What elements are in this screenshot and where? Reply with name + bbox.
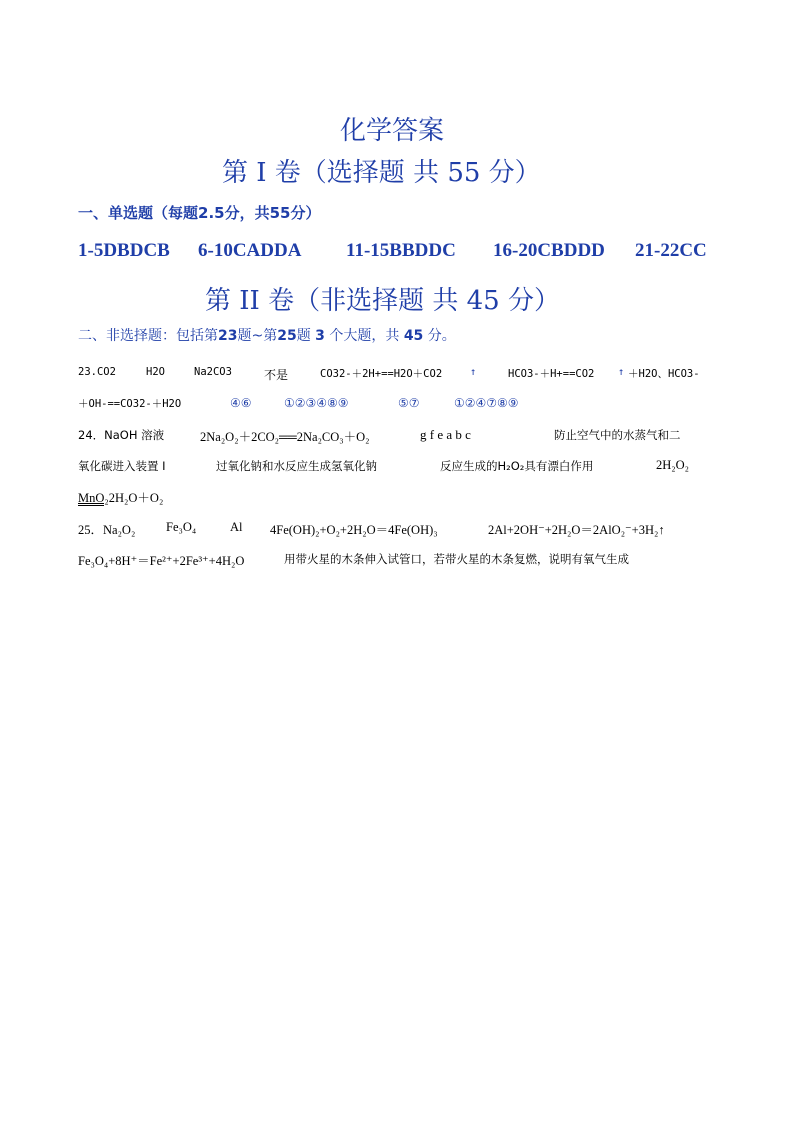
q24-order: g f e a b c [420, 427, 471, 442]
q25-item: Al [230, 520, 243, 534]
heading-number: 25 [277, 328, 297, 344]
q23-circled: ⑤⑦ [398, 396, 420, 410]
q23-item: ＋OH-==CO32-＋H2O [78, 398, 182, 410]
q24-reason: 防止空气中的水蒸气和二 [554, 428, 681, 442]
heading-number: 23 [218, 328, 238, 344]
q23-circled: ①②④⑦⑧⑨ [454, 396, 519, 410]
q23-item: H2O [146, 366, 165, 378]
part1-title: 第 I 卷（选择题 共 55 分） [222, 158, 541, 188]
q24-reason: 过氧化钠和水反应生成氢氧化钠 [216, 459, 377, 473]
section1-heading: 一、单选题（每题2.5分，共55分） [78, 204, 321, 222]
q23-item: CO32-＋2H+==H2O＋CO2 [320, 368, 443, 380]
section2-heading [78, 325, 456, 345]
catalyst-label: MnO₂ [78, 491, 109, 505]
q24-equation: 2H₂O₂ [656, 458, 690, 472]
document-title: 化学答案 [340, 116, 445, 146]
q25-label: 25．Na₂O₂ [78, 523, 136, 537]
q24-reason: 氧化碳进入装置 I [78, 459, 166, 473]
q24-label: 24．NaOH 溶液 [78, 428, 165, 442]
heading-text: 二、非选择题：包括第 [78, 328, 218, 344]
q23-item: Na2CO3 [194, 366, 232, 378]
q24-equation: 2H₂O＋O₂ [108, 491, 164, 505]
q24-equation: 2Na₂O₂＋2CO₂══2Na₂CO₃＋O₂ [200, 430, 370, 444]
q23-circled: ①②③④⑧⑨ [284, 396, 349, 410]
q23-circled: ④⑥ [230, 396, 252, 410]
answer-group-5: 21-22CC [635, 240, 707, 261]
q25-method: 用带火星的木条伸入试管口，若带火星的木条复燃，说明有氧气生成 [284, 552, 629, 566]
q23-item: 不是 [264, 368, 289, 382]
heading-text: 个大题，共 [329, 328, 400, 344]
q23-item: ＋H2O、HCO3- [628, 368, 700, 380]
part2-title: 第 II 卷（非选择题 共 45 分） [205, 286, 560, 316]
heading-text: 题~第 [237, 328, 278, 344]
answer-group-2: 6-10CADDA [198, 240, 302, 261]
answer-group-4: 16-20CBDDD [493, 240, 605, 261]
q25-item: Fe₃O₄ [166, 520, 197, 534]
q23-item: 23.CO2 [78, 366, 116, 378]
heading-text: 分。 [427, 328, 456, 344]
q24-line3 [78, 488, 163, 506]
q24-reason: 反应生成的H₂O₂具有漂白作用 [440, 459, 594, 473]
q25-equation: Fe₃O₄+8H⁺＝Fe²⁺+2Fe³⁺+4H₂O [78, 554, 245, 568]
heading-number: 3 [315, 328, 325, 344]
up-arrow-icon: ↑ [470, 366, 477, 378]
q23-item: HCO3-＋H+==CO2 [508, 368, 595, 380]
heading-number: 45 [403, 328, 424, 344]
up-arrow-icon: ↑ [618, 366, 625, 378]
answer-group-3: 11-15BBDDC [346, 240, 456, 261]
q25-equation: 2Al+2OH⁻+2H₂O＝2AlO₂⁻+3H₂↑ [488, 523, 665, 537]
q25-equation: 4Fe(OH)₂+O₂+2H₂O＝4Fe(OH)₃ [270, 523, 438, 537]
answer-group-1: 1-5DBDCB [78, 240, 170, 261]
heading-text: 题 [296, 328, 311, 344]
